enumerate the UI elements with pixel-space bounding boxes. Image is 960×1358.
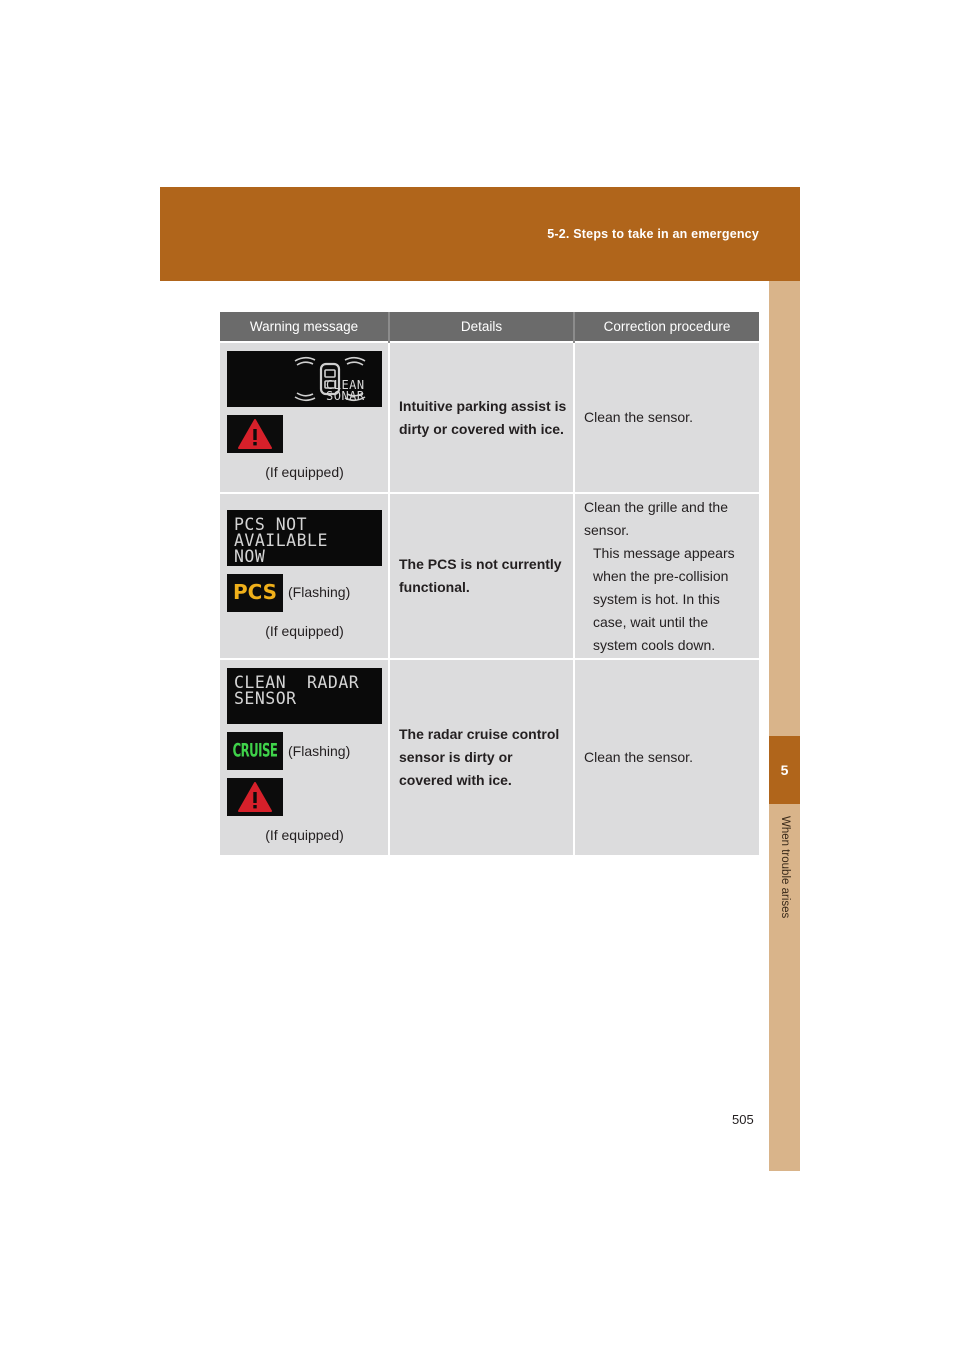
column-header-details: Details (389, 312, 574, 342)
master-warning-icon (227, 778, 283, 816)
flashing-note: (Flashing) (288, 742, 351, 759)
section-title: 5-2. Steps to take in an emergency (547, 227, 759, 241)
equipped-note: (If equipped) (265, 827, 344, 843)
column-header-warning-message: Warning message (220, 312, 389, 342)
clean-radar-sensor-display: CLEAN RADAR SENSOR (227, 668, 382, 724)
correction-cell (574, 659, 759, 855)
warning-message-cell (220, 493, 389, 659)
equipped-note: (If equipped) (265, 464, 344, 480)
indicator-row (227, 778, 384, 816)
master-warning-icon (227, 415, 283, 453)
correction-cell (574, 342, 759, 493)
pcs-indicator-icon (227, 574, 283, 612)
warning-message-cell (220, 342, 389, 493)
table-row (220, 493, 759, 659)
details-cell: The PCS is not currently functional. (389, 493, 574, 659)
correction-cell (574, 493, 759, 659)
details-cell: The radar cruise control sensor is dirty or covered with ice. (389, 659, 574, 855)
table-header-row (220, 312, 759, 342)
side-strip (769, 281, 800, 1171)
chapter-tab[interactable]: 5 (769, 736, 800, 804)
indicator-row (227, 574, 384, 612)
correction-main: Clean the sensor. (584, 409, 693, 425)
display-text: CLEAN SONAR (326, 378, 365, 403)
warning-message-table (220, 312, 759, 855)
warning-message-cell (220, 659, 389, 855)
correction-main: Clean the grille and the sensor. (584, 498, 728, 538)
header-band (160, 187, 800, 281)
column-header-correction-procedure: Correction procedure (574, 312, 759, 342)
flashing-note: (Flashing) (288, 584, 351, 600)
details-cell: Intuitive parking assist is dirty or covered with ice. (389, 342, 574, 493)
cruise-indicator-text: CRUISE (232, 740, 278, 762)
clean-sonar-display (227, 351, 382, 407)
indicator-row (227, 415, 384, 453)
correction-main: Clean the sensor. (584, 749, 693, 765)
equipped-note: (If equipped) (265, 622, 344, 639)
page-number: 505 (732, 1112, 754, 1127)
correction-note: This message appears when the pre-collision system is hot. In this case, wait until the system cools down. (593, 544, 735, 653)
indicator-row (227, 732, 384, 770)
table-row (220, 342, 759, 493)
cruise-indicator-icon (227, 732, 283, 770)
chapter-label: When trouble arises (779, 816, 791, 919)
pcs-indicator-text: PCS (232, 580, 278, 604)
table-row (220, 659, 759, 855)
pcs-not-available-display: PCS NOT AVAILABLE NOW (227, 510, 382, 566)
